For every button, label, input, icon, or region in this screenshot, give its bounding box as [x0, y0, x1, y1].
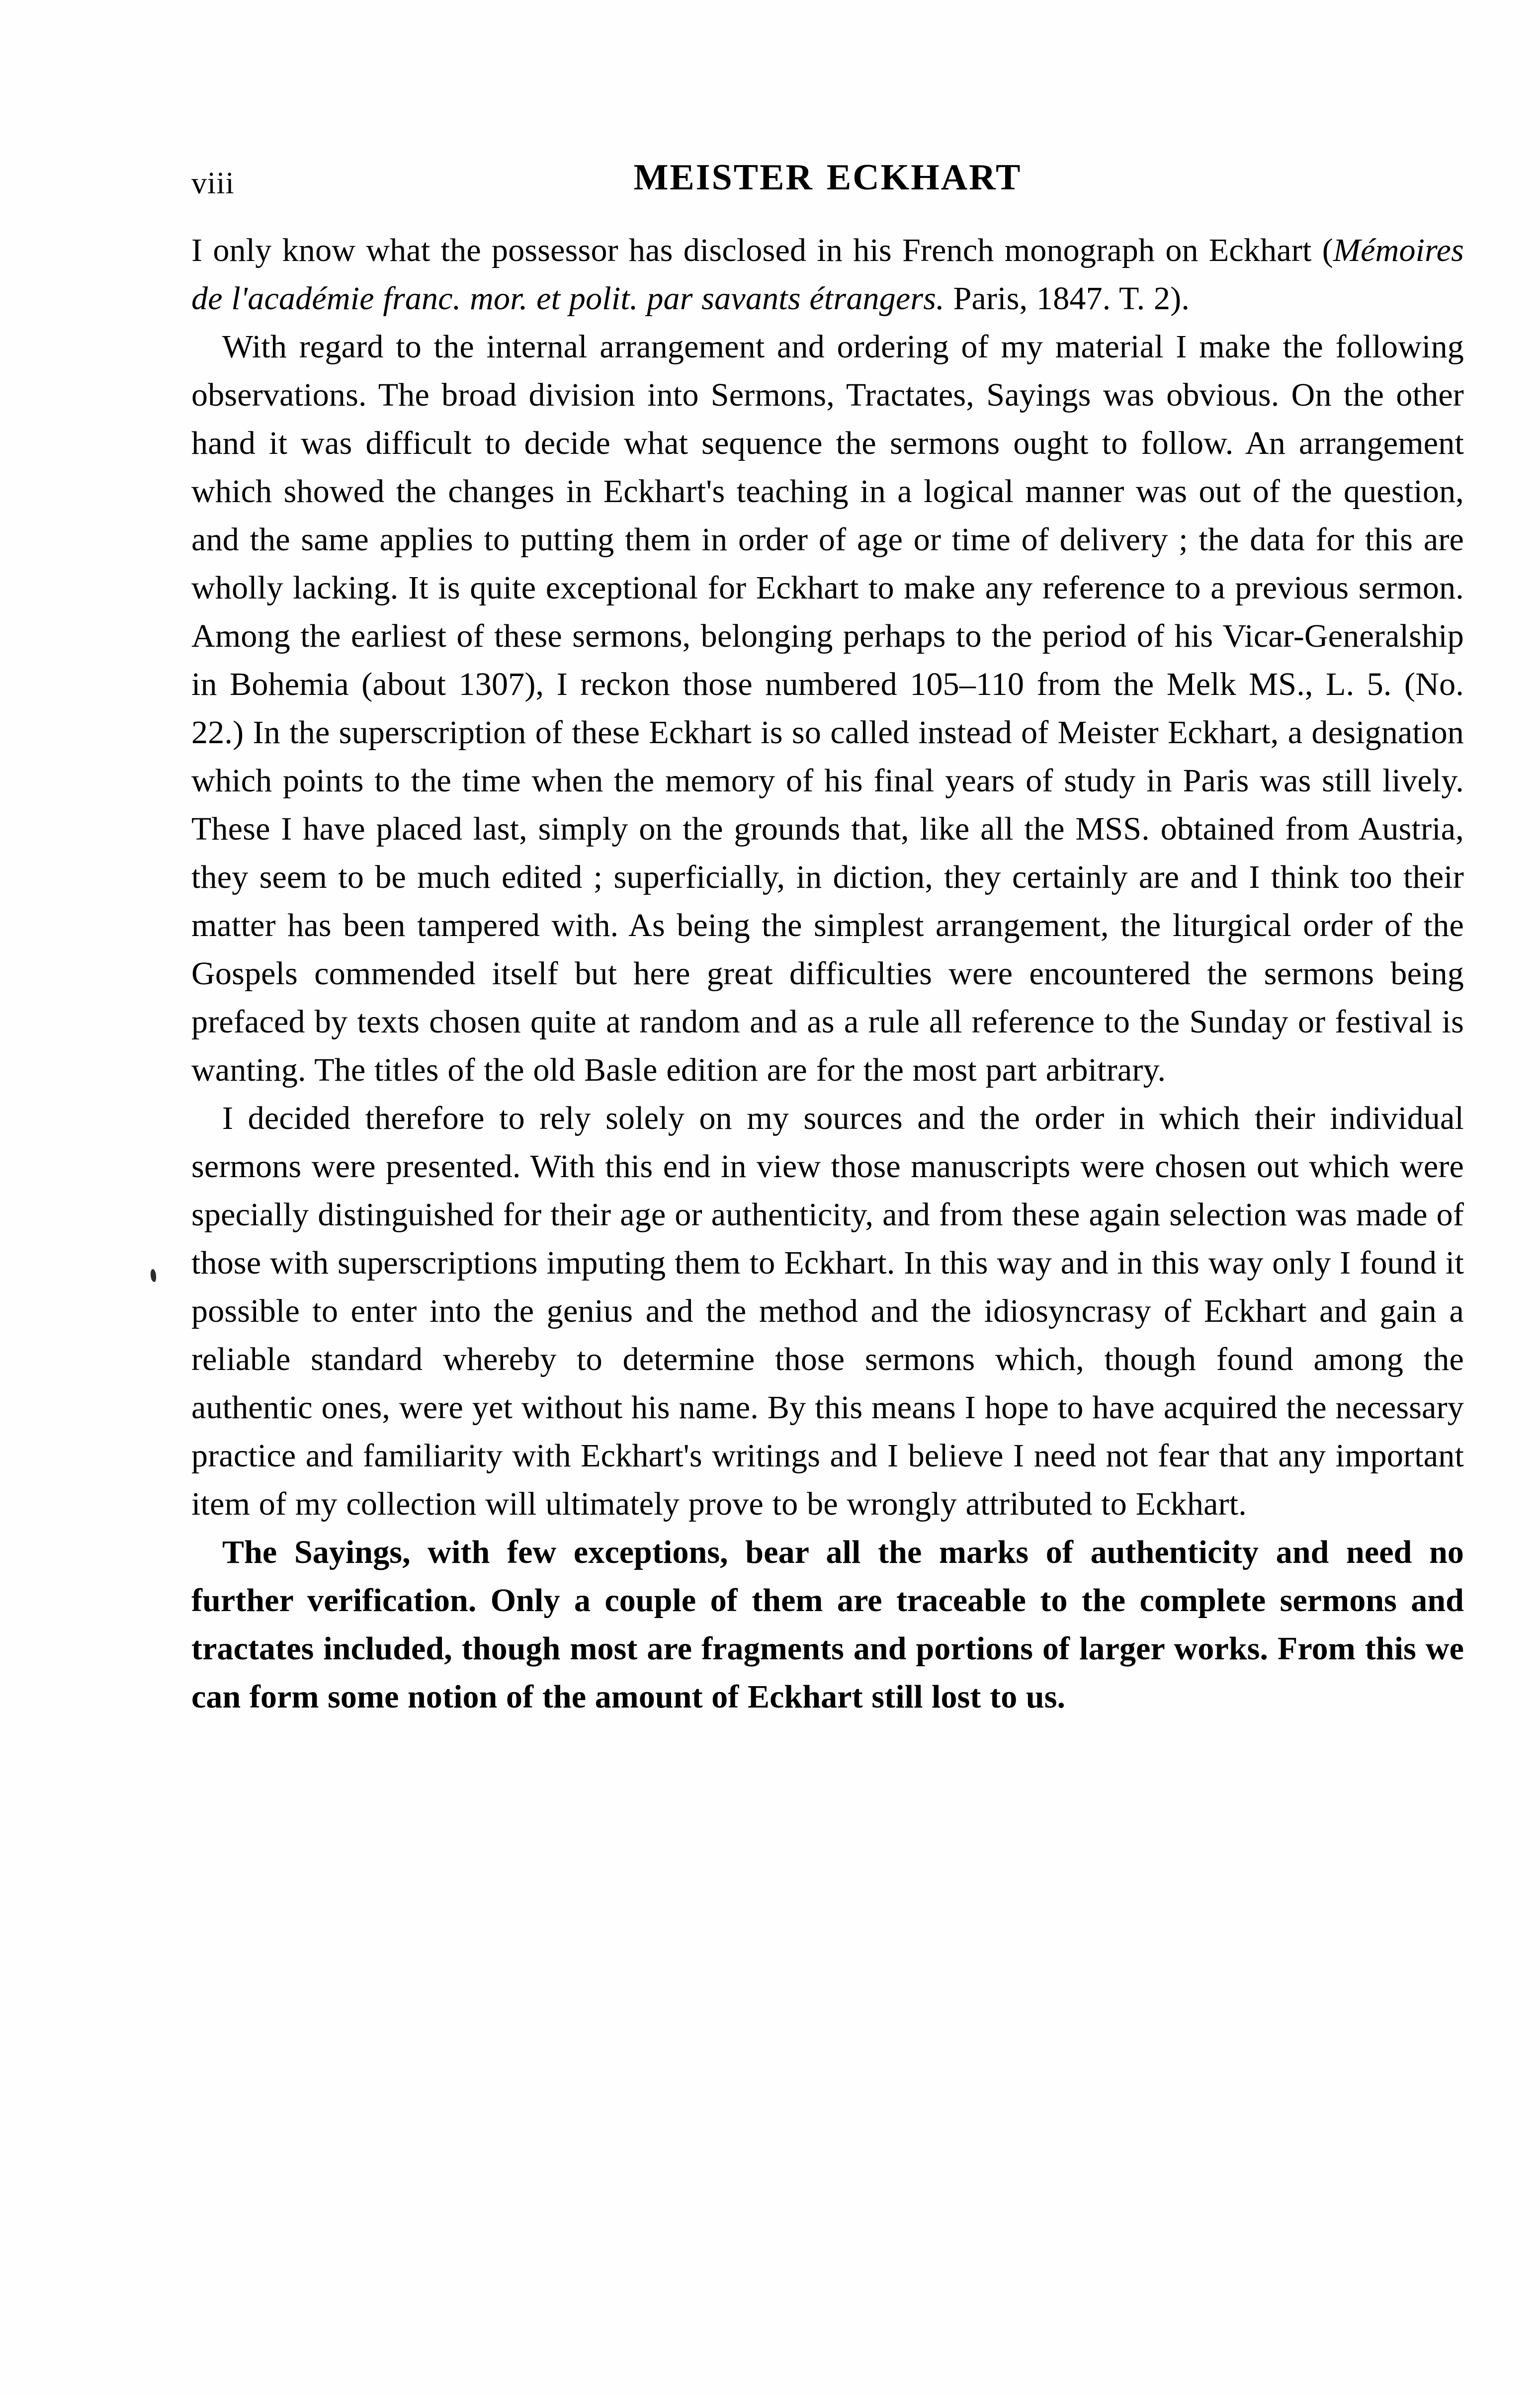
body-text-block [191, 226, 1464, 1721]
running-head [191, 159, 1464, 219]
page-title-word-2: ECKHART [826, 157, 1022, 198]
text-run: I only know what the possessor has disclosed in his French monograph on Eckhart ( [191, 232, 1333, 268]
paragraph [191, 1528, 1464, 1721]
page-folio-number: viii [191, 167, 235, 200]
text-run: The Sayings, with few exceptions, bear all the marks of authenticity and need no further verification. Only a couple of them are traceable to the complete sermons and tractates included, though most are fragments and portions of larger works. From this we can form some notion of the amount of Eckhart still lost to us. [191, 1534, 1464, 1715]
page-title [191, 159, 1464, 196]
page-title-word-1: MEISTER [633, 157, 814, 198]
paragraph [191, 1094, 1464, 1528]
italic-citation: Mémoires de l'académie franc. mor. et polit. par savants étrangers. [191, 232, 1464, 317]
text-run: I decided therefore to rely solely on my sources and the order in which their individual sermons were presented. With this end in view those manuscripts were chosen out which were specially distinguished for their age or authenticity, and from these again selection was made of those with superscriptions imputing them to Eckhart. In this way and in this way only I found it possible to enter into the genius and the method and the idiosyncrasy of Eckhart and gain a reliable standard whereby to determine those sermons which, though found among the authentic ones, were yet without his name. By this means I hope to have acquired the necessary practice and familiarity with Eckhart's writings and I believe I need not fear that any important item of my collection will ultimately prove to be wrongly attributed to Eckhart. [191, 1100, 1464, 1522]
paragraph [191, 226, 1464, 323]
text-run: With regard to the internal arrangement and ordering of my material I make the following observations. The broad division into Sermons, Tractates, Sayings was obvious. On the other hand it was difficult to decide what sequence the sermons ought to follow. An arrangement which showed the changes in Eckhart's teaching in a logical manner was out of the question, and the same applies to putting them in order of age or time of delivery ; the data for this are wholly lacking. It is quite exceptional for Eckhart to make any reference to a previous sermon. Among the earliest of these sermons, belonging perhaps to the period of his Vicar-Generalship in Bohemia (about 1307), I reckon those numbered 105–110 from the Melk MS., L. 5. (No. 22.) In the superscription of these Eckhart is so called instead of Meister Eckhart, a designation which points to the time when the memory of his final years of study in Paris was still lively. These I have placed last, simply on the grounds that, like all the MSS. obtained from Austria, they seem to be much edited ; superficially, in diction, they certainly are and I think too their matter has been tampered with. As being the simplest arrangement, the liturgical order of the Gospels commended itself but here great difficulties were encountered the sermons being prefaced by texts chosen quite at random and as a rule all reference to the Sunday or festival is wanting. The titles of the old Basle edition are for the most part arbitrary. [191, 329, 1464, 1088]
text-run: Paris, 1847. T. 2). [944, 280, 1190, 317]
ink-speck-artifact [150, 1269, 157, 1283]
paragraph [191, 323, 1464, 1094]
